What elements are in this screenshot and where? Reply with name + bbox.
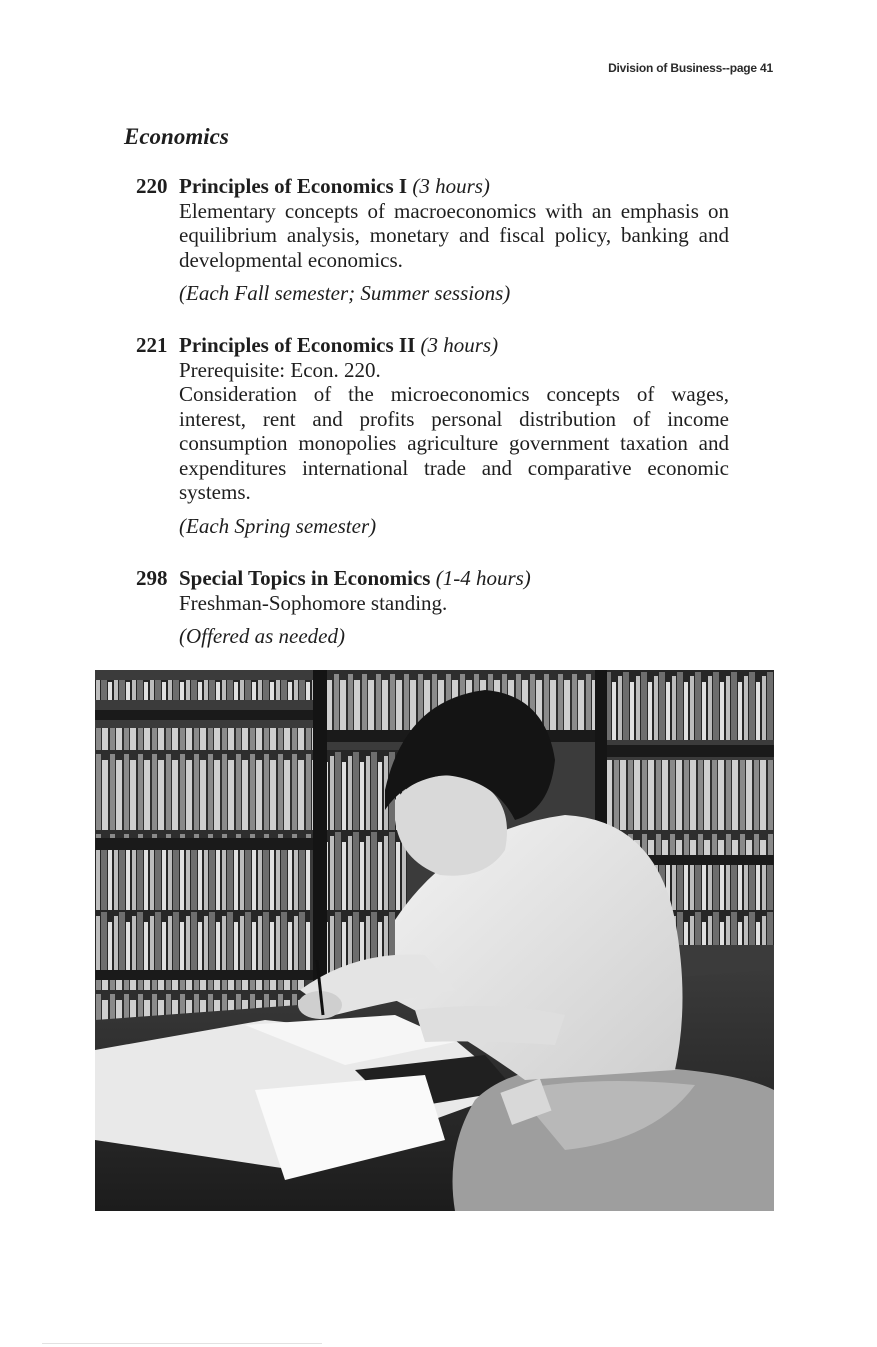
course-description: Elementary concepts of macroeconomics with an emphasis on equilibrium analysis, monetary and fiscal policy, banking and developmental economics.	[179, 198, 729, 272]
course-body	[179, 333, 729, 538]
library-photo-illustration	[95, 670, 774, 1211]
course-hours: (3 hours)	[420, 333, 499, 357]
course-title: Special Topics in Economics	[179, 566, 431, 590]
course-offered: (Each Fall semester; Summer sessions)	[179, 281, 511, 305]
running-head: Division of Business--page 41	[608, 61, 773, 75]
course-body	[179, 566, 729, 649]
course-prerequisite: Prerequisite: Econ. 220.	[179, 357, 381, 382]
course-hours: (3 hours)	[412, 174, 490, 198]
course-title: Principles of Economics I	[179, 174, 408, 198]
section-title: Economics	[124, 124, 229, 149]
course-offered: (Each Spring semester)	[179, 513, 377, 538]
course-heading	[179, 333, 729, 358]
page-edge-rule	[42, 1343, 322, 1344]
course-description: Consideration of the microeconomics concepts of wages, interest, rent and profits personal distribution of income consumption monopolies agriculture government taxation and expenditures international trade and comparative economic systems.	[179, 382, 729, 504]
course-prerequisite: Freshman-Sophomore standing.	[179, 590, 448, 615]
course-offered: (Offered as needed)	[179, 624, 345, 648]
library-photo	[95, 670, 774, 1211]
course-number: 220	[136, 174, 168, 198]
course-heading	[179, 566, 729, 591]
course-title: Principles of Economics II	[179, 333, 416, 357]
course-hours: (1-4 hours)	[435, 566, 531, 590]
course-number: 221	[136, 333, 168, 357]
course-heading	[179, 174, 729, 199]
course-body	[179, 174, 729, 306]
course-number: 298	[136, 566, 168, 590]
